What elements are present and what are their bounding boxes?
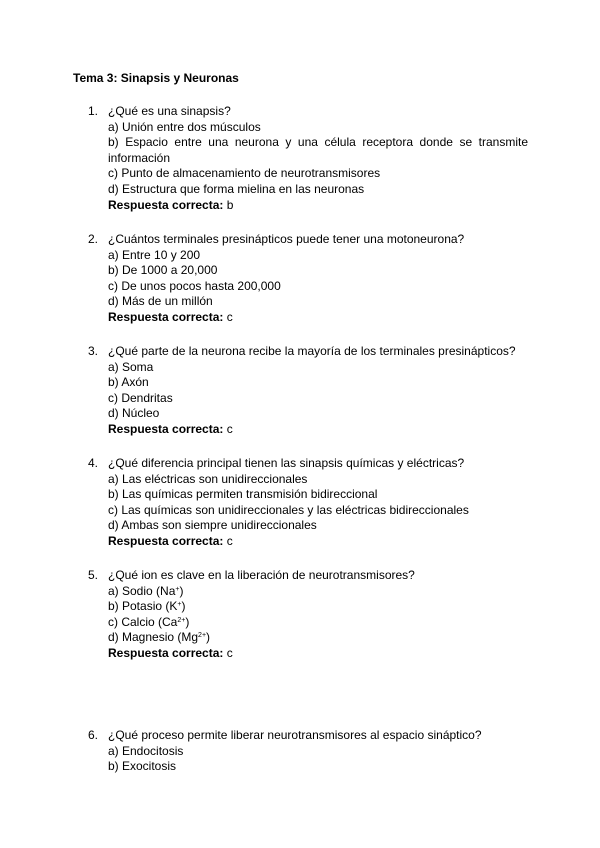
question-text: ¿Qué ion es clave en la liberación de neurotransmisores? — [108, 568, 415, 582]
option-d: d) Magnesio $(Mg^{2+})$ — [108, 630, 211, 645]
answer-label: Respuesta correcta: — [108, 421, 224, 436]
question-3 — [88, 344, 528, 438]
question-text: ¿Qué es una sinapsis? — [108, 104, 231, 118]
answer-label: Respuesta correcta: — [108, 197, 224, 212]
answer-label: Respuesta correcta: — [108, 533, 224, 548]
question-number: 2. — [88, 232, 99, 246]
answer-label: Respuesta correcta: — [108, 309, 224, 324]
question-text: ¿Qué parte de la neurona recibe la mayoría de los terminales presinápticos? — [108, 344, 516, 358]
question-text: ¿Qué diferencia principal tienen las sinapsis químicas y eléctricas? — [108, 456, 465, 470]
correct-answer — [88, 198, 528, 214]
question-number: 6. — [88, 728, 99, 742]
option-c: c) Dendritas — [108, 390, 173, 405]
correct-answer — [88, 534, 528, 550]
option-d: d) Núcleo — [108, 406, 160, 421]
question-number: 4. — [88, 456, 99, 470]
option-d: d) Más de un millón — [108, 294, 213, 309]
correct-answer — [88, 422, 528, 438]
option-c: c) Punto de almacenamiento de neurotransmisores — [108, 166, 381, 181]
option-b: b) De 1000 a 20,000 — [108, 263, 218, 278]
option-b: b) Exocitosis — [108, 759, 177, 774]
answer-value: c — [226, 421, 233, 436]
option-b: b) Espacio entre una neurona y una célula receptora donde se transmite información — [108, 135, 528, 165]
correct-answer — [88, 646, 528, 662]
option-a: a) Sodio (Na+) — [108, 583, 184, 598]
option-a: a) Entre 10 y 200 — [108, 247, 201, 262]
option-d: d) Estructura que forma mielina en las neuronas — [108, 181, 365, 196]
question-6 — [88, 728, 528, 775]
question-text: ¿Qué proceso permite liberar neurotransmisores al espacio sináptico? — [108, 728, 482, 742]
option-b: b) Las químicas permiten transmisión bidireccional — [108, 487, 378, 502]
option-a: a) Soma — [108, 359, 154, 374]
option-d: d) Ambas son siempre unidireccionales — [108, 518, 317, 533]
answer-value: b — [226, 197, 234, 212]
answer-label: Respuesta correcta: — [108, 645, 224, 660]
option-c: c) Las químicas son unidireccionales y las eléctricas bidireccionales — [108, 502, 469, 517]
option-b: b) Potasio (K+) — [108, 599, 186, 614]
option-c: c) Calcio $(Ca^{2+})$ — [108, 614, 190, 629]
question-number: 5. — [88, 568, 99, 582]
question-number: 1. — [88, 104, 99, 118]
question-5 — [88, 568, 528, 662]
option-a: a) Endocitosis — [108, 743, 184, 758]
answer-value: c — [226, 533, 233, 548]
question-4 — [88, 456, 528, 550]
question-2 — [88, 232, 528, 326]
option-a: a) Unión entre dos músculos — [108, 119, 261, 134]
option-c: c) De unos pocos hasta 200,000 — [108, 278, 281, 293]
question-1 — [88, 104, 528, 213]
option-a: a) Las eléctricas son unidireccionales — [108, 471, 308, 486]
option-b: b) Axón — [108, 375, 149, 390]
answer-value: c — [226, 645, 233, 660]
question-text: ¿Cuántos terminales presinápticos puede tener una motoneurona? — [108, 232, 465, 246]
answer-value: c — [226, 309, 233, 324]
question-number: 3. — [88, 344, 99, 358]
page-title: Tema 3: Sinapsis y Neuronas — [73, 71, 239, 85]
correct-answer — [88, 310, 528, 326]
